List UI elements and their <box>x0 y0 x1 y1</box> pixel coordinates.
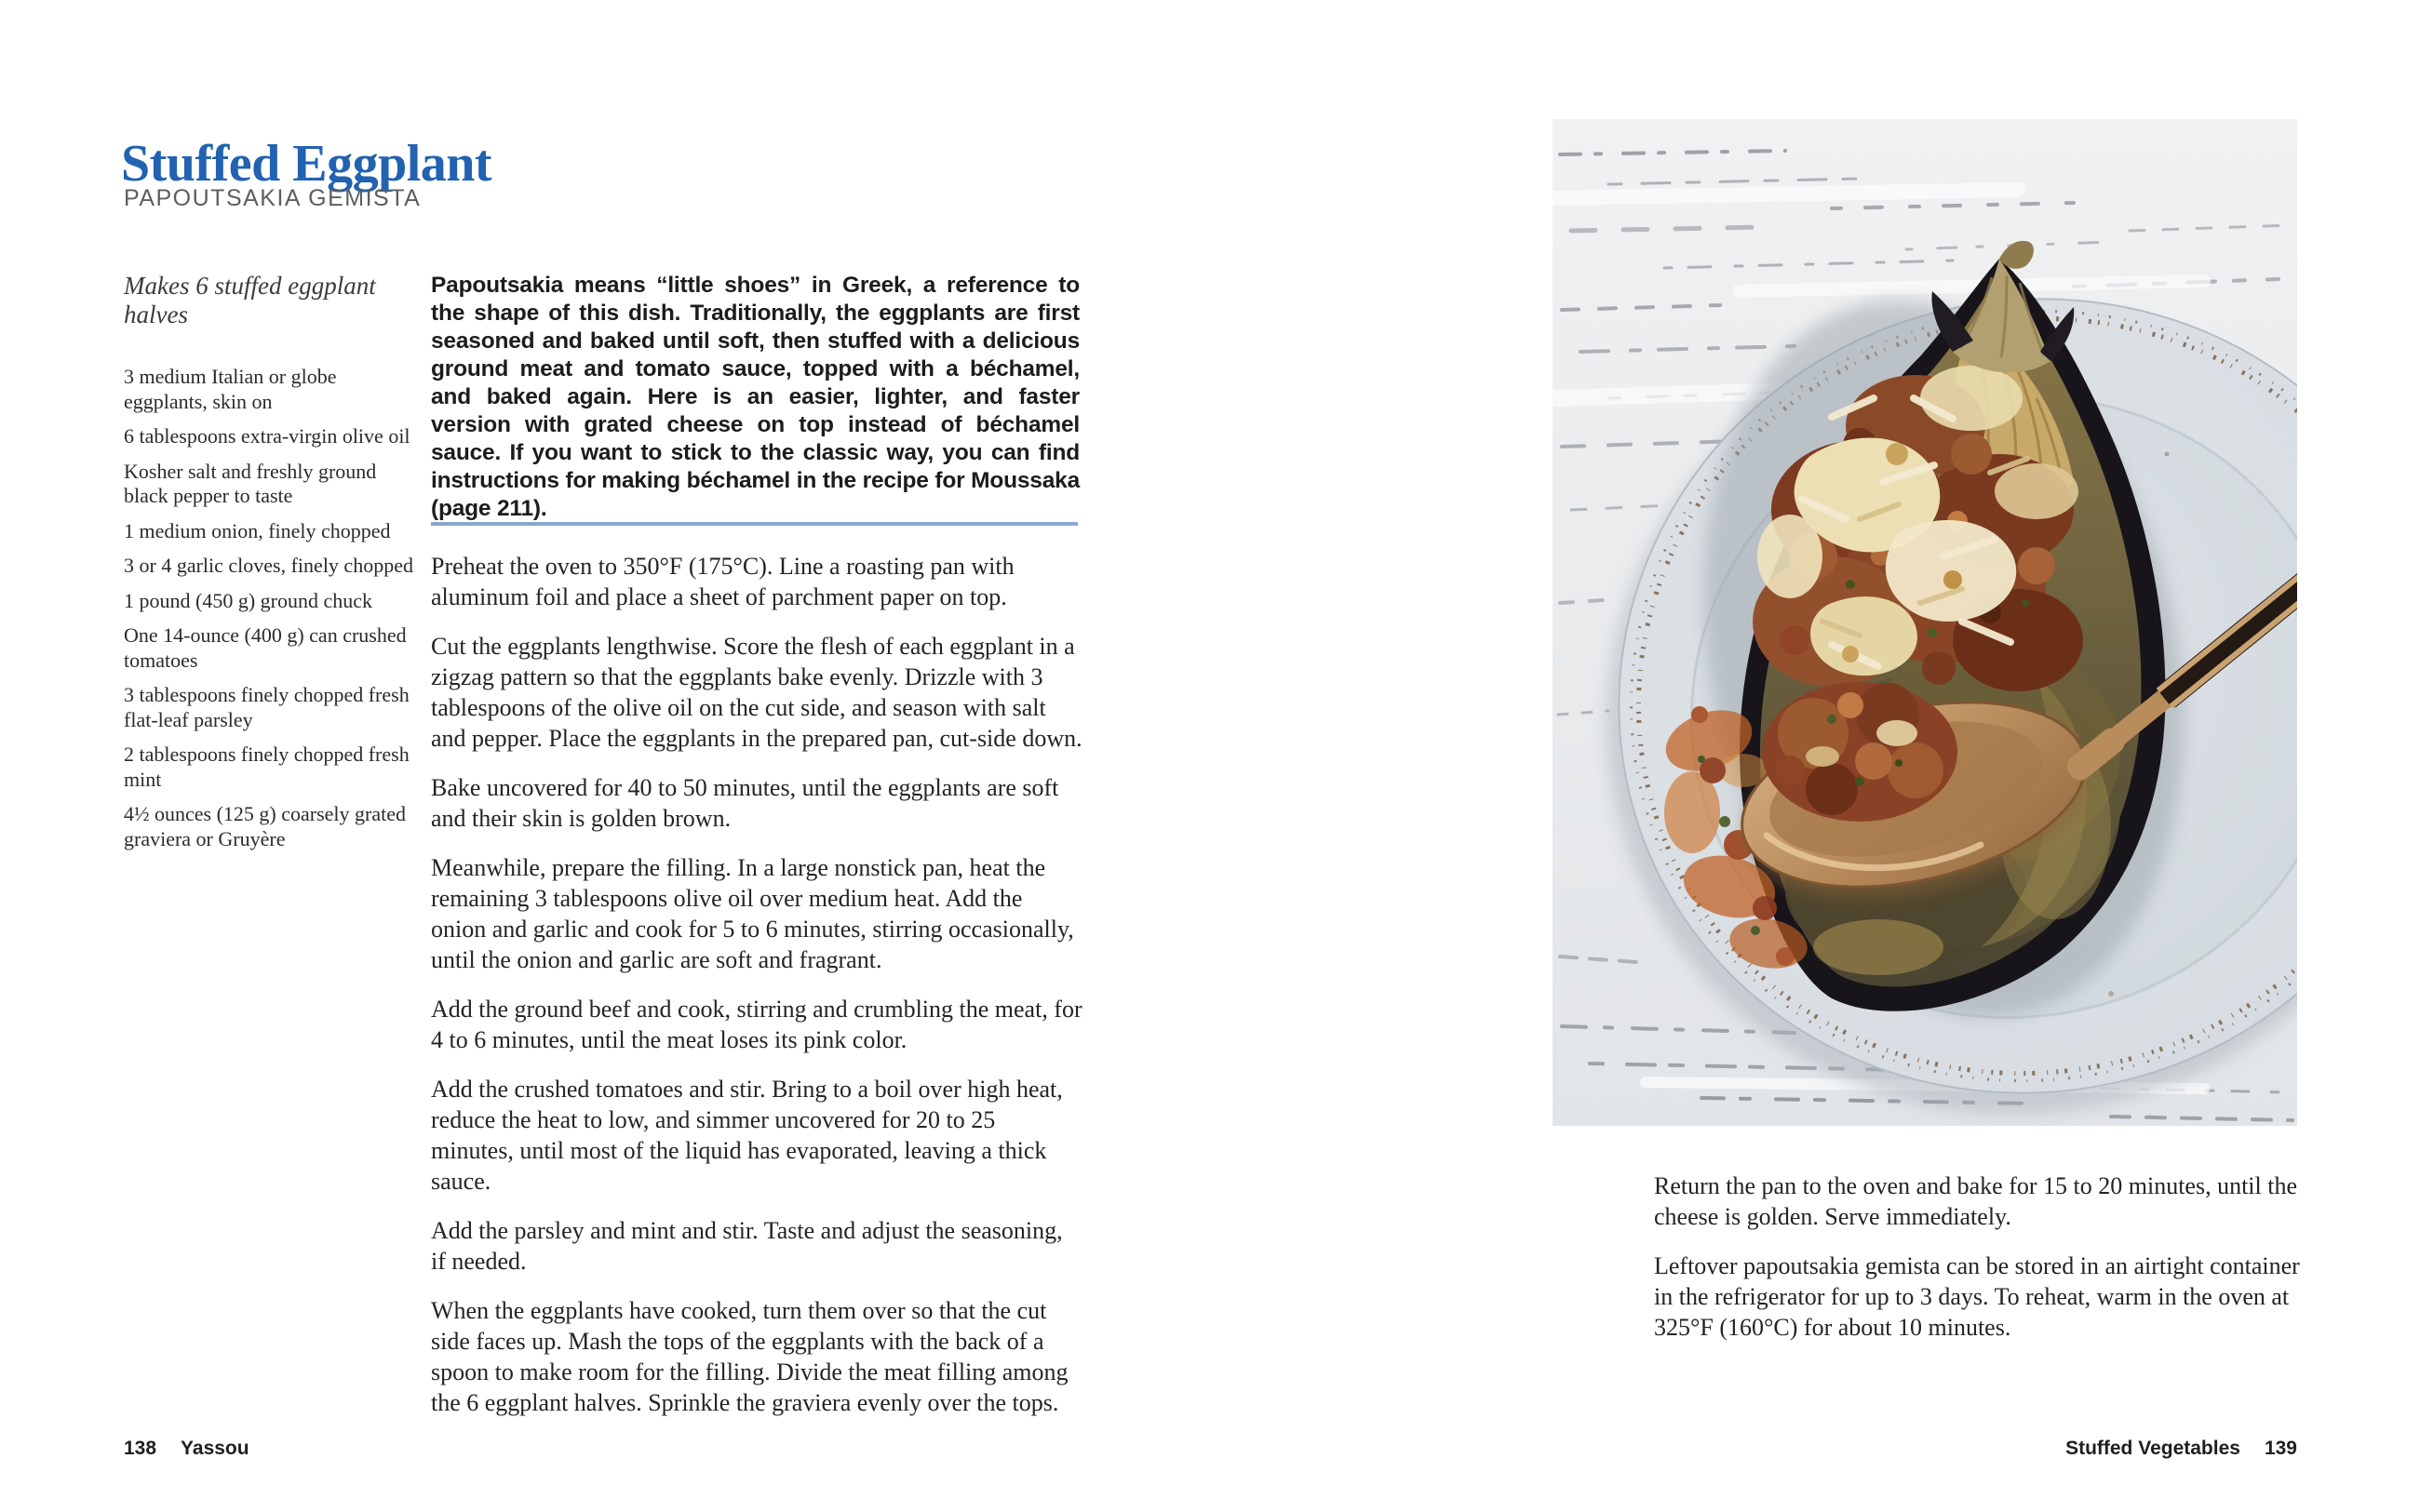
continuation-paragraph: Return the pan to the oven and bake for 15 to 20 minutes, until the cheese is golden. Serve immediately. <box>1654 1172 2298 1230</box>
divider-rule <box>431 522 1078 526</box>
continuation-paragraph: Leftover papoutsakia gemista can be stored in an airtight container in the refrigerator for up to 3 days. To reheat, warm in the oven at 325°F (160°C) for about 10 minutes. <box>1654 1252 2300 1341</box>
ingredient-item: 4½ ounces (125 g) coarsely grated graviera or Gruyère <box>124 802 407 850</box>
photo-continuation <box>1654 1171 2306 1361</box>
instruction-paragraph: Cut the eggplants lengthwise. Score the flesh of each eggplant in a zigzag pattern so that the eggplants bake evenly. Drizzle with 3 tablespoons of the olive oil on the cut side, and season with salt and pepper. Place the eggplants in the prepared pan, cut-side down. <box>431 633 1082 752</box>
ingredient-item: 1 medium onion, finely chopped <box>124 518 391 542</box>
ingredient-item: 1 pound (450 g) ground chuck <box>124 588 373 612</box>
yield-note: Makes 6 stuffed eggplant halves <box>124 272 376 328</box>
ingredient-item: 6 tablespoons extra-virgin olive oil <box>124 424 410 448</box>
footer-left <box>124 1438 249 1460</box>
ingredient-item: 3 tablespoons finely chopped fresh flat-leaf parsley <box>124 683 410 731</box>
instruction-paragraph: Preheat the oven to 350°F (175°C). Line a roasting pan with aluminum foil and place a sheet of parchment paper on top. <box>431 553 1015 610</box>
instruction-paragraph: Add the crushed tomatoes and stir. Bring to a boil over high heat, reduce the heat to low, and simmer uncovered for 20 to 25 minutes, until most of the liquid has evaporated, leaving a thick sauce. <box>431 1076 1063 1195</box>
footer-right <box>2065 1438 2297 1460</box>
recipe-photo <box>1553 119 2297 1126</box>
instruction-paragraph: Bake uncovered for 40 to 50 minutes, until the eggplants are soft and their skin is golden brown. <box>431 774 1059 832</box>
instruction-paragraph: Add the parsley and mint and stir. Taste and adjust the seasoning, if needed. <box>431 1217 1063 1275</box>
instruction-paragraph: Add the ground beef and cook, stirring and crumbling the meat, for 4 to 6 minutes, until the meat loses its pink color. <box>431 996 1082 1053</box>
page-title: Stuffed Eggplant <box>121 134 492 193</box>
ingredient-item: One 14-ounce (400 g) can crushed tomatoes <box>124 623 407 672</box>
instruction-paragraph: Meanwhile, prepare the filling. In a large nonstick pan, heat the remaining 3 tablespoons olive oil over medium heat. Add the onion and garlic and cook for 5 to 6 minutes, stirring occasionally, until the onion and garlic are soft and fragrant. <box>431 854 1074 973</box>
ingredient-item: 2 tablespoons finely chopped fresh mint <box>124 743 410 791</box>
folio-left-number: 138 <box>124 1438 157 1459</box>
spoon-meat <box>1762 682 1957 822</box>
folio-right-number: 139 <box>2264 1438 2297 1459</box>
book-title: Yassou <box>181 1438 249 1459</box>
recipe-subtitle: PAPOUTSAKIA GEMISTA <box>124 185 422 211</box>
ingredient-item: Kosher salt and freshly ground black pepper to taste <box>124 459 377 507</box>
chapter-title: Stuffed Vegetables <box>2065 1438 2240 1459</box>
ingredient-item: 3 or 4 garlic cloves, finely chopped <box>124 554 413 577</box>
recipe-photo-illustration <box>1553 119 2297 1126</box>
instruction-paragraph: When the eggplants have cooked, turn them over so that the cut side faces up. Mash the tops of the eggplants with the back of a spoon to make room for the filling. Divide the meat filling among the 6 eggplant halves. Sprinkle the graviera evenly over the tops. <box>431 1297 1069 1416</box>
instructions <box>431 551 1082 1437</box>
ingredients-list <box>124 365 417 862</box>
intro-paragraph: Papoutsakia means “little shoes” in Greek, a reference to the shape of this dish. Traditionally, the eggplants are first seasoned and baked until soft, then stuffed with a delicious ground meat and tomato sauce, topped with a béchamel, and baked again. Here is an easier, lighter, and faster version with grated cheese on top instead of béchamel sauce. If you want to stick to the classic way, you can find instructions for making béchamel in the recipe for Moussaka (page 211). <box>431 273 1080 521</box>
ingredient-item: 3 medium Italian or globe eggplants, skin on <box>124 365 337 413</box>
